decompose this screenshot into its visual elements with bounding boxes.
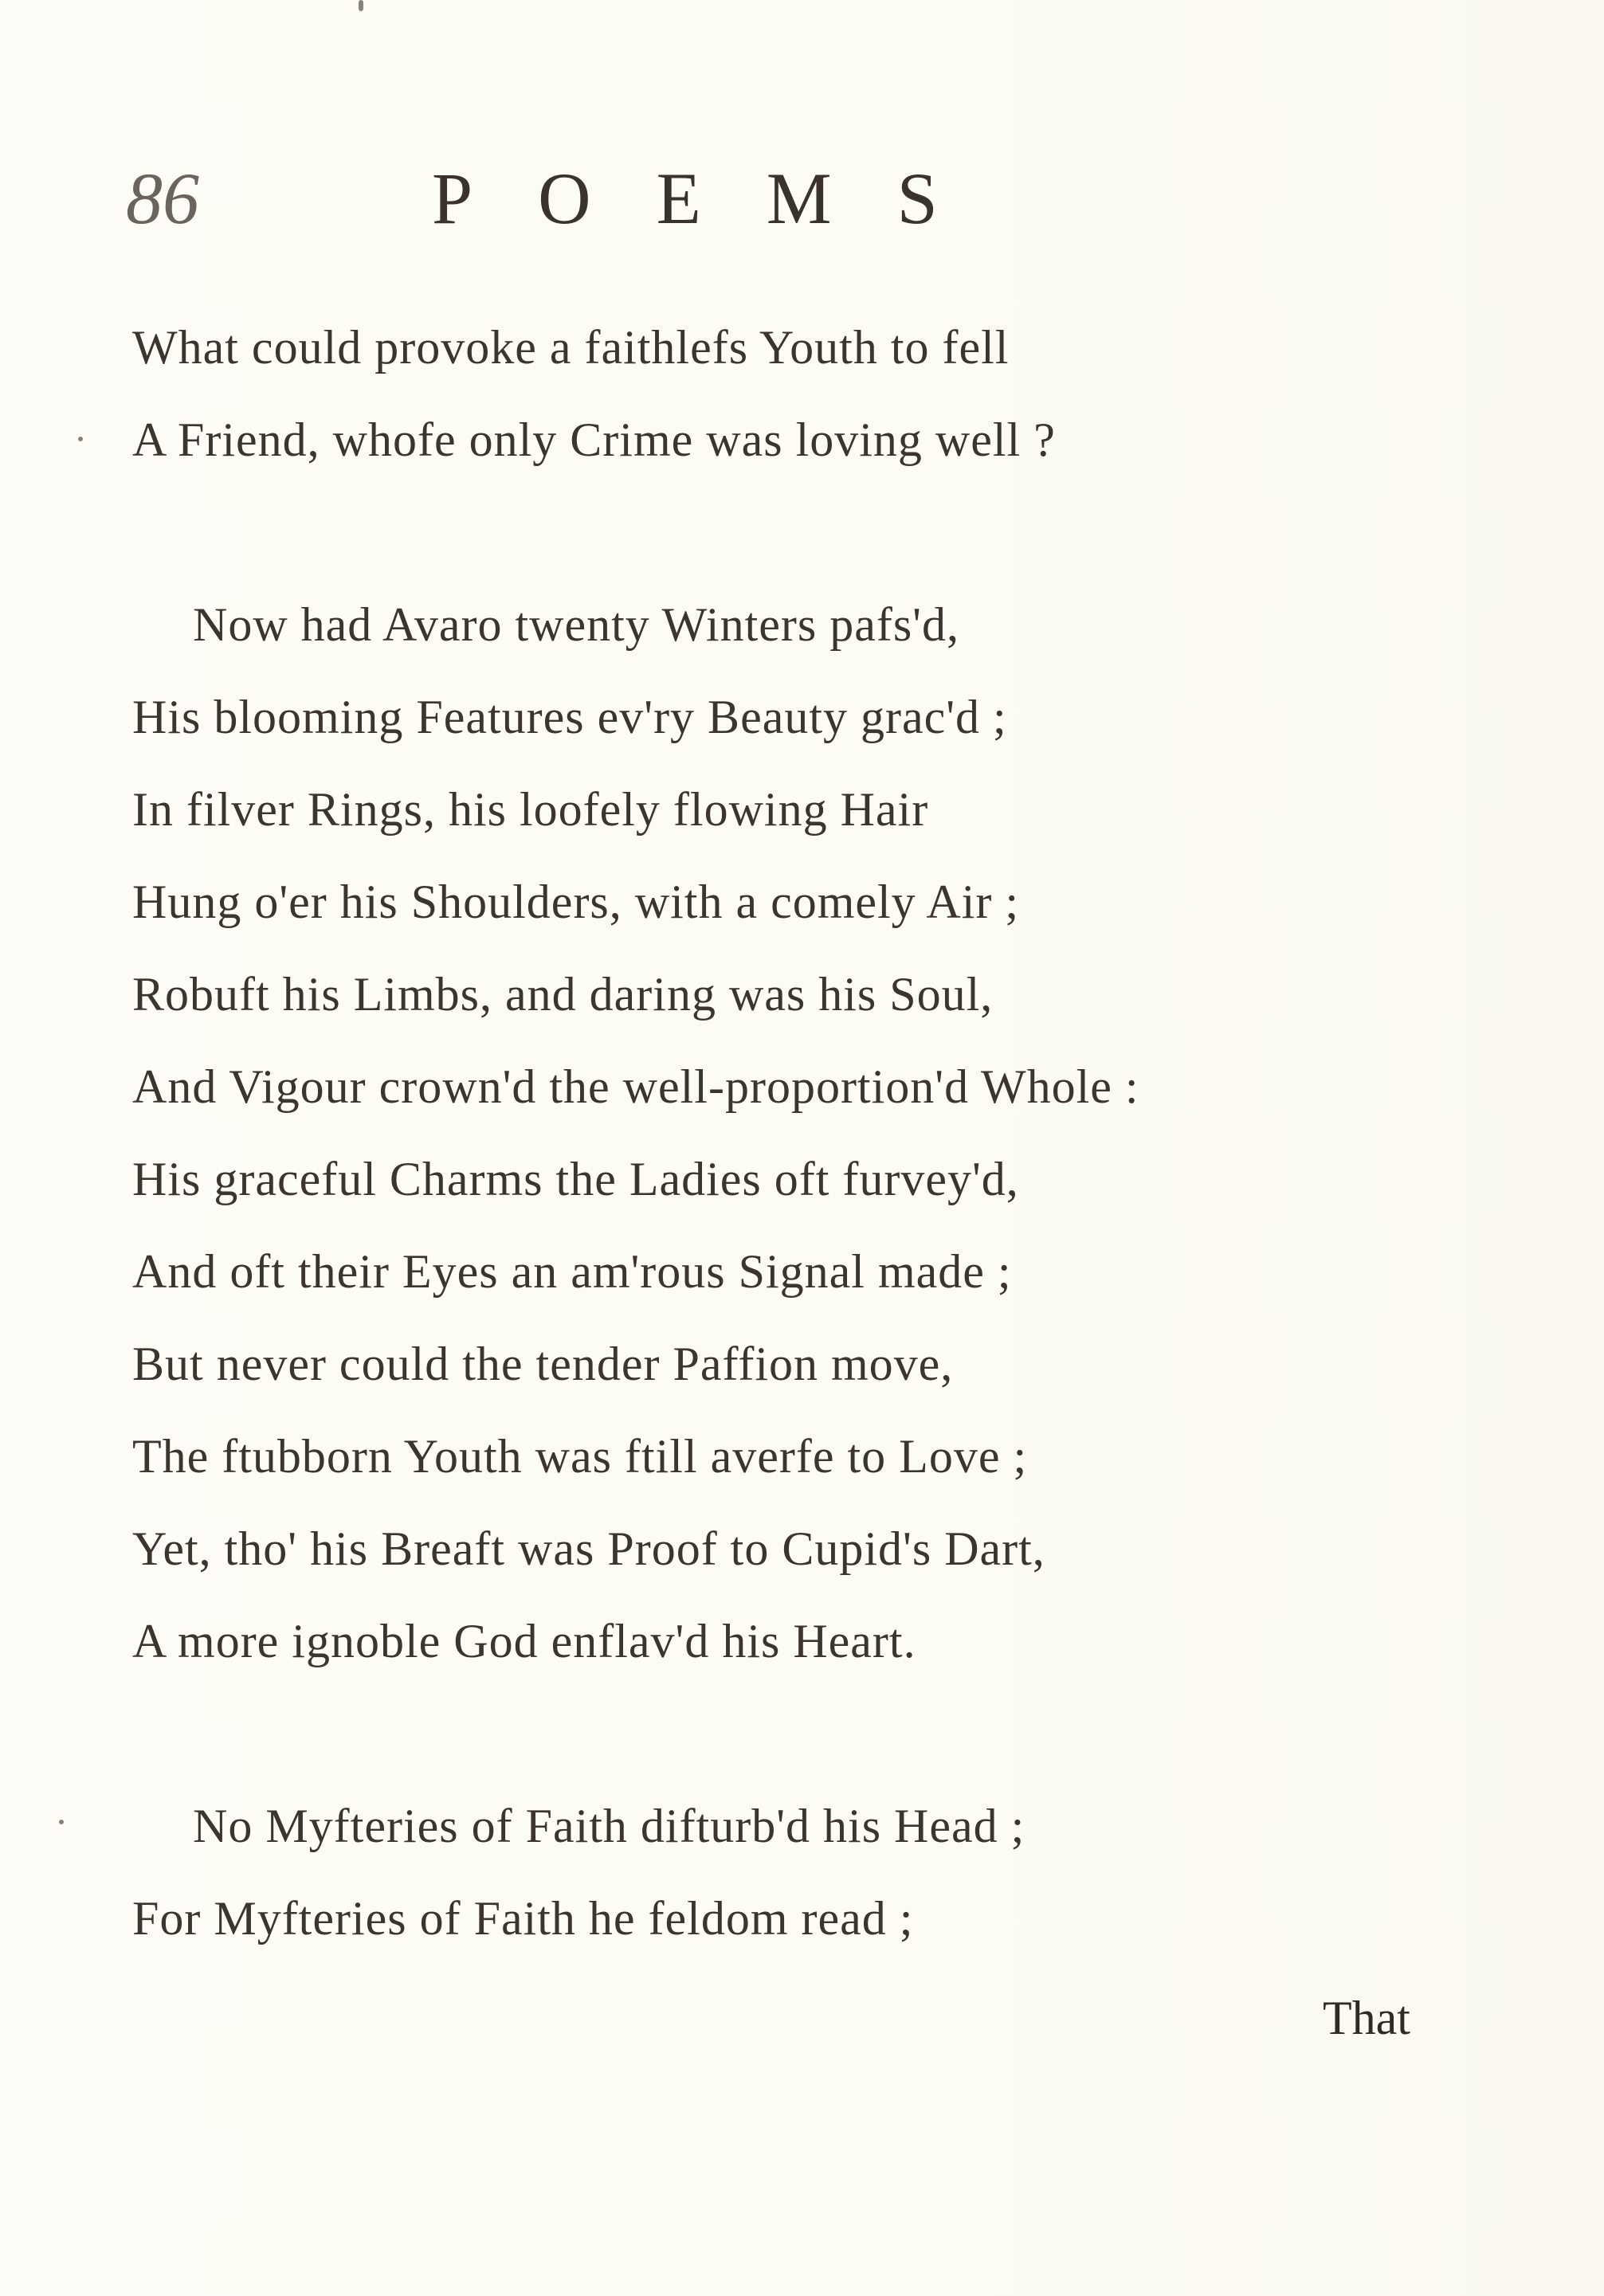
poem-line: The ftubborn Youth was ftill averfe to Love ; [132, 1430, 1028, 1483]
page-header [126, 155, 1441, 242]
poem-line: His blooming Features ev'ry Beauty grac'd ; [132, 691, 1007, 743]
page-number: 86 [126, 158, 199, 239]
poem-line: What could provoke a faithlefs Youth to fell [132, 321, 1010, 374]
poem-line: No Myfteries of Faith difturb'd his Head ; [193, 1800, 1026, 1852]
paper-speck [359, 0, 363, 11]
poem-line: A more ignoble God enflav'd his Heart. [132, 1615, 916, 1667]
poem-line: But never could the tender Paffion move, [132, 1338, 954, 1390]
poem-text [132, 301, 1487, 1965]
poem-line: Hung o'er his Shoulders, with a comely Air ; [132, 876, 1020, 928]
stanza-break [132, 1687, 1487, 1780]
poem-line: Yet, tho' his Breaft was Proof to Cupid's Dart, [132, 1522, 1045, 1575]
poem-line: And Vigour crown'd the well-proportion'd Whole : [132, 1060, 1139, 1113]
poem-line: And oft their Eyes an am'rous Signal made ; [132, 1245, 1012, 1298]
poem-line: Robuft his Limbs, and daring was his Soul, [132, 968, 994, 1021]
running-head: POEMS [432, 158, 1003, 239]
catchword: That [1323, 1992, 1410, 2044]
poem-line: His graceful Charms the Ladies oft furvey'd, [132, 1153, 1019, 1205]
poem-line: Now had Avaro twenty Winters pafs'd, [193, 598, 959, 651]
paper-speck [78, 437, 83, 441]
poem-line: In filver Rings, his loofely flowing Hair [132, 783, 929, 836]
poem-line: A Friend, whofe only Crime was loving well ? [132, 413, 1056, 466]
stanza-break [132, 486, 1487, 578]
poem-line: For Myfteries of Faith he feldom read ; [132, 1892, 914, 1945]
paper-speck [59, 1820, 64, 1824]
